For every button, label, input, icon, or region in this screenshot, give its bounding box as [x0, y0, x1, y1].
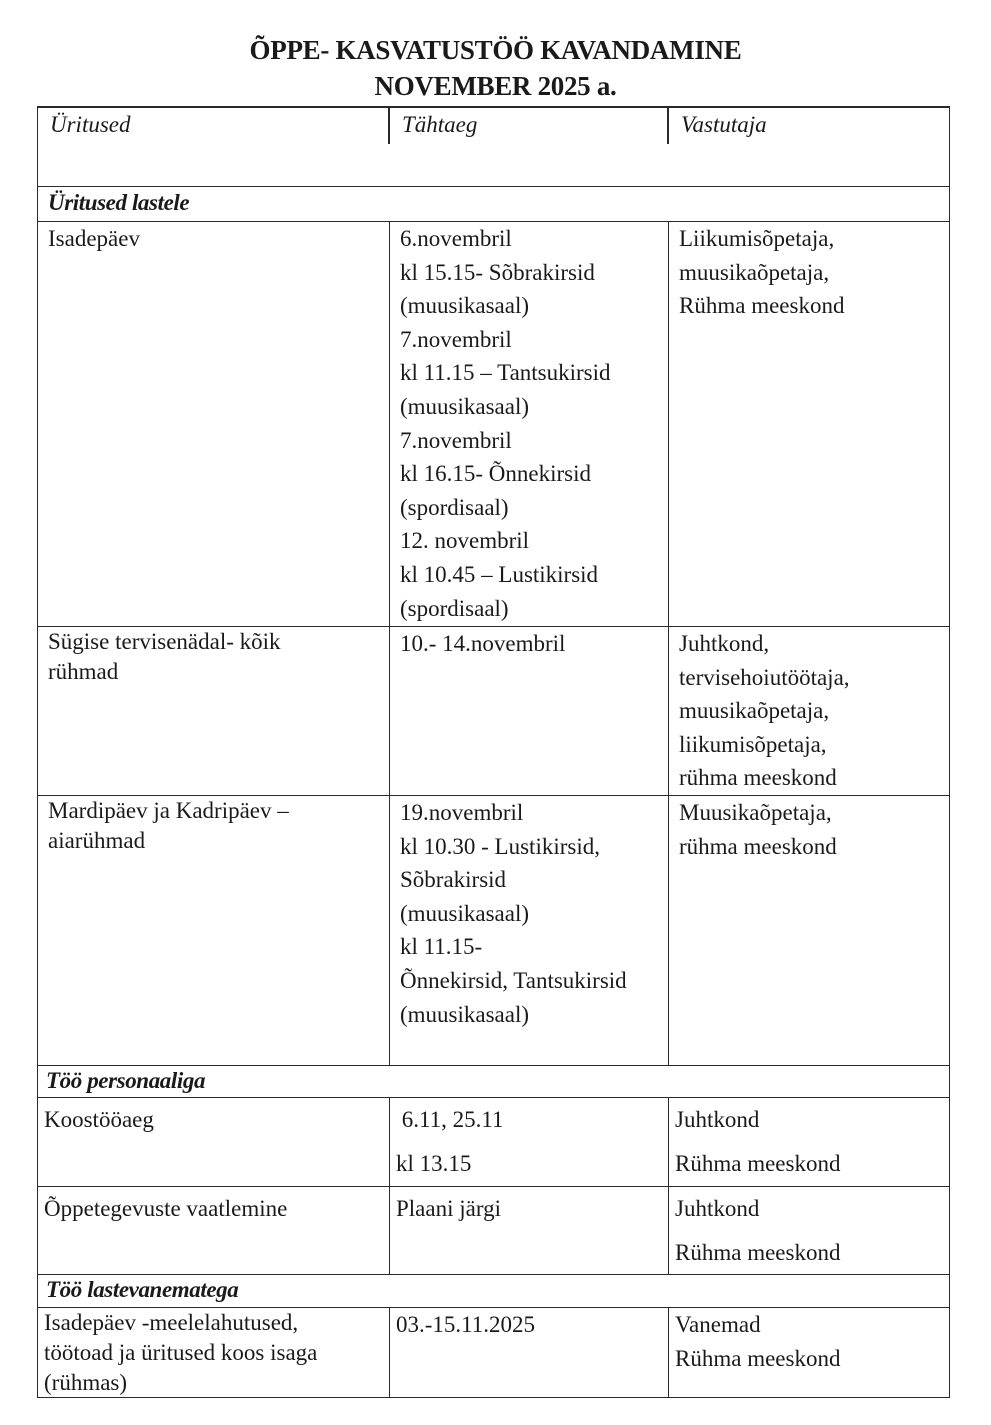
- deadline-text: 19.novembril: [400, 800, 524, 825]
- deadline-cell: [389, 1187, 668, 1274]
- table-row: [37, 796, 950, 1066]
- document-title: ÕPPE- KASVATUSTÖÖ KAVANDAMINE: [249, 35, 742, 65]
- responsible-text: Liikumisõpetaja,: [679, 226, 835, 251]
- event-cell: [38, 1098, 389, 1186]
- responsible-text: muusikaõpetaja,: [679, 259, 830, 285]
- deadline-text: Sõbrakirsid: [400, 867, 507, 893]
- event-cell: [38, 627, 389, 795]
- deadline-text: (spordisaal): [400, 494, 509, 520]
- deadline-cell: [389, 627, 668, 795]
- event-text: Isadepäev: [48, 226, 140, 251]
- event-cell: [38, 796, 389, 1065]
- event-text: rühmad: [48, 659, 119, 684]
- responsible-text: rühma meeskond: [679, 765, 837, 791]
- deadline-text: (muusikasaal): [400, 1001, 530, 1027]
- responsible-text: Rühma meeskond: [675, 1151, 841, 1176]
- deadline-text: 12. novembril: [400, 528, 530, 554]
- section-row: [37, 1275, 950, 1308]
- deadline-text: kl 11.15-: [400, 934, 483, 960]
- deadline-text: Plaani järgi: [396, 1196, 501, 1221]
- section-row: [37, 1066, 950, 1098]
- deadline-text: 7.novembril: [400, 427, 512, 453]
- responsible-text: Rühma meeskond: [675, 1240, 841, 1265]
- event-cell: [38, 222, 389, 626]
- table-row: [37, 1187, 950, 1275]
- table-row: [37, 1098, 950, 1187]
- responsible-cell: [668, 627, 949, 795]
- deadline-text: (muusikasaal): [400, 293, 530, 319]
- responsible-text: Vanemad: [675, 1312, 761, 1337]
- header-events: Üritused: [50, 112, 131, 137]
- responsible-text: Rühma meeskond: [675, 1345, 841, 1371]
- plan-table: [37, 106, 950, 1398]
- section-title: Töö lastevanematega: [46, 1277, 239, 1302]
- event-text: Koostööaeg: [44, 1107, 154, 1132]
- responsible-text: muusikaõpetaja,: [679, 698, 830, 724]
- deadline-text: 03.-15.11.2025: [396, 1312, 536, 1337]
- table-row: [37, 1308, 950, 1398]
- table-row: [37, 222, 950, 627]
- event-text: aiarühmad: [48, 828, 146, 853]
- deadline-text: kl 13.15: [396, 1151, 472, 1176]
- event-cell: [38, 1187, 389, 1274]
- deadline-text: kl 10.30 - Lustikirsid,: [400, 833, 600, 859]
- responsible-text: tervisehoiutöötaja,: [679, 664, 850, 690]
- deadline-cell: [389, 796, 668, 1065]
- responsible-text: liikumisõpetaja,: [679, 731, 827, 757]
- responsible-cell: [668, 1308, 949, 1397]
- deadline-cell: [389, 1308, 668, 1397]
- deadline-text: kl 15.15- Sõbrakirsid: [400, 259, 595, 285]
- deadline-text: kl 11.15 – Tantsukirsid: [400, 360, 611, 386]
- header-responsible: Vastutaja: [681, 112, 767, 137]
- header-deadline: Tähtaeg: [402, 112, 478, 137]
- deadline-cell: [389, 222, 668, 626]
- event-text: (rühmas): [44, 1370, 128, 1395]
- responsible-cell: [668, 222, 949, 626]
- deadline-text: (spordisaal): [400, 595, 509, 621]
- table-row: [37, 627, 950, 796]
- event-cell: [38, 1308, 389, 1397]
- responsible-text: rühma meeskond: [679, 833, 837, 859]
- table-header-row: [37, 106, 950, 187]
- section-title: Töö personaaliga: [46, 1068, 206, 1093]
- deadline-text: (muusikasaal): [400, 393, 530, 419]
- deadline-text: (muusikasaal): [400, 900, 530, 926]
- event-text: Õppetegevuste vaatlemine: [44, 1196, 288, 1221]
- deadline-text: 6.novembril: [400, 226, 512, 251]
- responsible-text: Muusikaõpetaja,: [679, 800, 832, 825]
- deadline-text: 6.11, 25.11: [396, 1107, 504, 1132]
- deadline-text: kl 10.45 – Lustikirsid: [400, 561, 599, 587]
- event-text: Isadepäev -meelelahutused,: [44, 1310, 299, 1335]
- section-title: Üritused lastele: [48, 190, 190, 215]
- responsible-cell: [668, 1187, 949, 1274]
- deadline-text: kl 16.15- Õnnekirsid: [400, 461, 592, 487]
- section-row: [37, 187, 950, 222]
- event-text: Mardipäev ja Kadripäev –: [48, 798, 289, 823]
- deadline-text: 7.novembril: [400, 326, 512, 352]
- responsible-text: Rühma meeskond: [679, 293, 845, 319]
- document-subtitle: NOVEMBER 2025 a.: [374, 71, 617, 101]
- responsible-cell: [668, 796, 949, 1065]
- responsible-text: Juhtkond: [675, 1107, 760, 1132]
- responsible-text: Juhtkond,: [679, 631, 770, 656]
- responsible-cell: [668, 1098, 949, 1186]
- event-text: Sügise tervisenädal- kõik: [48, 629, 281, 654]
- deadline-cell: [389, 1098, 668, 1186]
- deadline-text: 10.- 14.novembril: [400, 631, 566, 656]
- responsible-text: Juhtkond: [675, 1196, 760, 1221]
- deadline-text: Õnnekirsid, Tantsukirsid: [400, 967, 627, 993]
- event-text: töötoad ja üritused koos isaga: [44, 1340, 318, 1365]
